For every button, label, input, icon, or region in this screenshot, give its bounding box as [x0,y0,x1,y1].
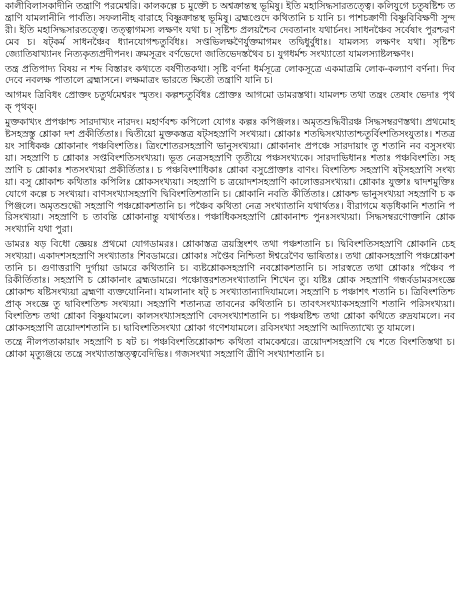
paragraph-4: মুক্তকাখ্যং প্রপঞ্চাশ্চ সারদাখ্যং নারদং। মহার্ণবশ্চ কপিলো যোগঃ কল্পঃ কপিঞ্জলঃ। অমৃতশুদ্ধিবীরঞ্চ সিদ্ধসম্বরণস্তথা। প্রথমোহষ্টসহস্রস্তু শ্লোকা দশ প্রকীর্তিতাঃ। দ্বিতীয়ো মুক্তকস্তত্র ষট্সহস্রাণি সংখ্যয়া। শ্লোকাঃ শতদ্বিসংখ্যাতাশ্চতুর্বিংশতিসংযুতাঃ। শতত্রয়ং সাধিকঞ্চ শ্লোকানাং পঞ্চবিংশতিঃ। ত্রিংশোতরসহস্রাণি ভানুসংখ্যয়া। শ্লোকানাং প্রপঞ্চে সারদায়াং তু শতানি নব বসুসংখ্যয়া। সহস্রাণি চ শ্লোকাঃ সপ্তবিংশতিসংখ্যয়া। ভূত নেত্রসহস্রাণি তৃতীয়ে পঞ্চসংখ্যকে। সারদাভিধানঃ শতাঃ পঞ্চবিংশতি। সহস্রাণি চ শ্লোকাঃ শতসংখ্যয়া প্রকীর্তিতাঃ। চ পঞ্চবিংশাধিকাঃ শ্লোকা বসুপ্রোক্তাঃ বাণং। বিংশতিশ্চ সহস্রাণি ষট্সহস্রাণি সংখ্যয়া। বসু শ্লোকাশ্চ কথিতাঃ কপিলিঃ শ্লোকসংখ্যয়া। সহস্রাণি চ ত্রয়োদশসহস্রাণি কালোত্তরসংখ্যয়া। শ্লোকাঃ যুক্তাঃ দ্বাদশমুক্তিঃ যোগে কল্পে চ সংখ্যয়া। বাণসংখ্যাসহস্রাণি দ্বিবিংশতিশতানি চ। শ্লোকানি নবতি কীর্তিতাঃ। শ্লোকশ্চ ভানুসংখ্যয়া সহস্রাণি চ কপিঞ্জলে। অমৃতশুদ্ধৌ সহস্রাণি পঞ্চশ্লোকশতানি চ। পঞ্চৈব কথিতা নেত্র সংখ্যাতানি যথার্থতঃ। বীরাগমে ষড়ধিকানি শতানি পরিসংখ্যয়া। সহস্রাণি চ তাবন্তি শ্লোকানান্তু যথার্থতঃ। পঞ্চাধিকসহস্রাণি শ্লোকানাশ্চ পুনঃসংখ্যয়া। সিদ্ধসম্বরণোক্তানি শ্লোকসংখ্যানি যথা পুরা। [5,117,455,236]
paragraph-2: তন্ত্র প্রতিপাদ্য বিষয় ন শব্দ বিস্তারং কথ্যতে বর্ষণীতকথা। সৃষ্টি বর্ণনা ধর্মসূত্রে লোকসূত্রে একমাত্রমি লোক-কল্যাণ বর্ণনা। দিব দেবে নবলক্ষ পাতালে ব্রহ্মাসনে। লক্ষমাত্রং ভারতে ক্ষিতৌ তন্ত্রাণি যানি চ। [5,63,455,87]
paragraph-3: আগমং ত্রিবিধং প্রোক্তং চতুর্থমেশ্বরং স্মৃতং। কল্পশ্চতুর্বিধঃ প্রোক্তঃ আগমো ডামরস্তথা। যামলশ্চ তথা তন্ত্রং তেষাং ভেদাঃ পৃথক্ পৃথক্। [5,90,455,114]
paragraph-6: তন্ত্রে নীলপতাকায়াং সহস্রাণি চ ষট চ। পঞ্চবিংশতিশ্লোকাশ্চ কথিতা বামকেশ্বরে। ত্রয়োদশসহস্রাণি দ্বে শতে বিংশতিস্তথা চ। শ্লোকা মৃত্যুঞ্জয়ে তন্ত্রে সংখ্যাতাস্তত্ত্ববেদিভিঃ। গজসংখ্যা সহস্রাণি ত্রীণি সংখ্যাশতানি চ। [5,337,455,361]
paragraph-1: কালীবিলাসকাদীনি তন্ত্রাণি পরমেশ্বরি। কালকল্পে চ মুক্তৌ চ অশ্বক্রান্তস্থ ভূমিষু। ইতি মহাসিদ্ধসারতত্ত্বে। কলিযুগে চতুষষ্টিশ্চ তন্ত্রাণি যামলানীনি পার্বতি। সফলানীহ বারাহে বিষ্ণুক্রান্তস্থ ভূমিষু। ব্রহ্মণ্ডেদে কথিতানি চ যানি চ। পাশচক্রাণী বিষ্ণুবিবিক্ষণী সুন্দরী। ইতি মহাসিদ্ধসারতত্ত্বে। তত্ত্বাগমস্য লক্ষণং যথা চ। সৃষ্টিশ্চ প্রলয়শ্চৈব দেবতানাং যথার্চনং। সাধনঞ্চৈব সর্বেষাং পুরশ্চরণমেব চ। ষট্কর্ম সাধনঞ্চৈব ধ্যানযোগশ্চতুর্বিধঃ। সপ্তভিলক্ষণৈর্যুক্তমাগমং তদ্বিধুর্বুধাঃ। যামলস্য লক্ষণং যথা। সৃষ্টিশ্চ জ্যোতিষাখ্যানং নিত্যকৃত্যপ্রদীপনং। ক্রমসূত্রং বর্ণভেদো জাতিভেদস্তথৈব চ। যুগধর্মশ্চ সংখ্যাতো যামলস্যাষ্টলক্ষণং। [5,1,455,60]
paragraph-5: ডামরঃ ষড় বিধো জ্ঞেয়ঃ প্রথমো যোগডামরঃ। শ্লোকাস্তত্র ত্রয়স্ত্রিংশৎ তথা পঞ্চশতানি চ। দ্বিবিংশতিসহস্রাণি শ্লোকানি চেহ সংখ্যয়া। একাদশসহস্রাণি সংখ্যাতাঃ শিবডামরে। শ্লোকাঃ সপ্তৈব নিশ্চিতা ঈশ্বরেণৈব ভাষিতাঃ। তথা শ্লোকসহস্রাণি পঞ্চশ্লোকশতানি চ। গুণাত্তরাণি দুর্গায়া ডামরে কথিতানি চ। ব্যষ্টশ্লোকসহস্রাণি নবশ্লোকশতানি চ। সারস্বতে তথা শ্লোকাঃ পঞ্চৈব পরিকীর্তিতাঃ। সহস্রাণি চ শ্লোকানাং ব্রহ্মডামরে। পঞ্চোত্তরশতসংখ্যাতানি শিখেন তু। যষ্টিঃ শ্লোক সহস্রাণি গন্ধর্বডামরসংজ্ঞে শ্লোকাশ্চ ষষ্টিসংখ্যয়া ব্রহ্মণা ব্যক্তযোনিনা। যামলানাং ষট্ চ সংখ্যাতান্যাদিযামলে। সহস্রাণি চ পঞ্চাশৎ শতানি চ। ত্রিবিংশতিশ্চ প্রাক্ সংজ্ঞে তু দ্বাবিংশতিশ্চ সংখ্যয়া। সহস্রাণি শতান্যত্র তাবনের কথিতানি চ। তাবৎসংখ্যাকসহস্রাণি শতানি পরিসংখ্যয়া। বিংশতিশ্চ তথা শ্লোকা বিষ্ণুযামলে। কালসংখ্যাসহস্রাণি বেদসংখ্যাশতানি চ। পঞ্চষষ্টিশ্চ তথা শ্লোকা কথিতে রুদ্রযামলে। নবশ্লোকসহস্রাণি ত্রয়োদশশতানি চ। দ্বাবিংশতিসংখ্যা শ্লোকা গণেশযামলে। রবিসংখ্যা সহস্রাণি আদিত্যাখ্যে তু যামলে। [5,239,455,334]
